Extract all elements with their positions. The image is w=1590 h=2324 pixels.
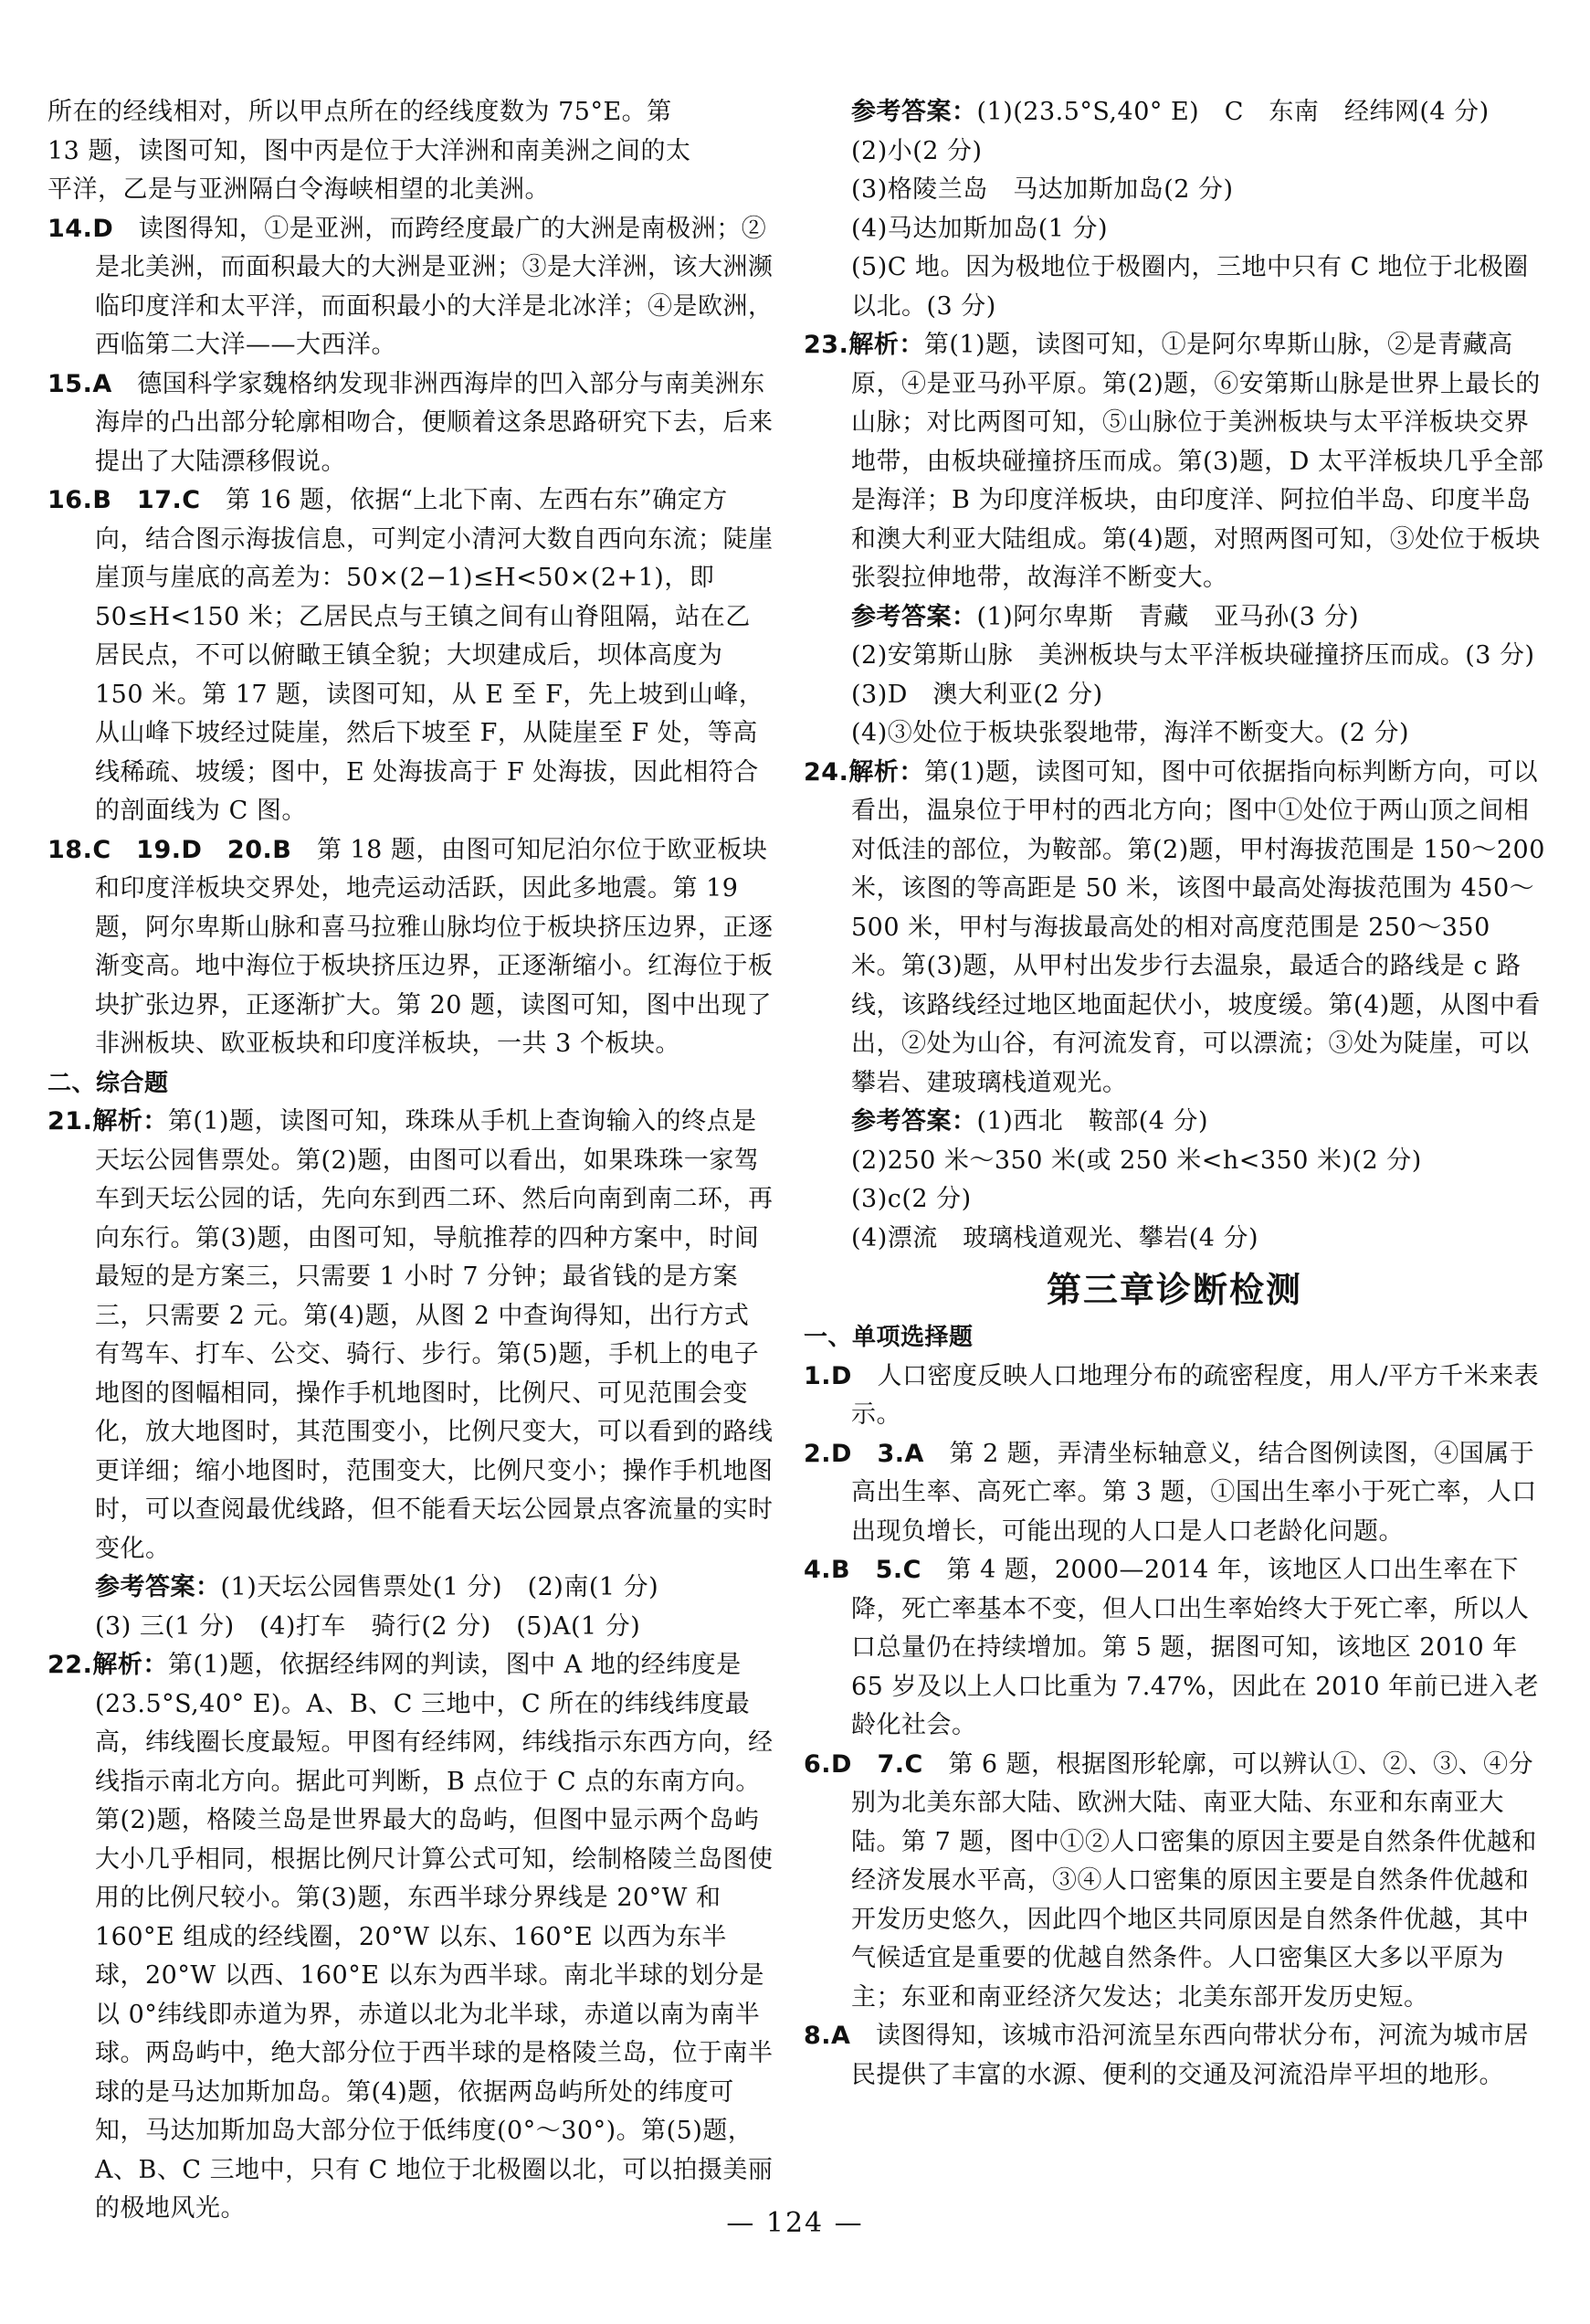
- question-24: [804, 754, 1545, 1104]
- answer-number: 20.B: [226, 835, 292, 864]
- question-22: [47, 1646, 774, 2229]
- text-line: 所在的经线相对，所以甲点所在的经线度数为 75°E。第: [47, 98, 672, 126]
- answer-text: (2)250 米～350 米(或 250 米<h<350 米)(2 分): [851, 1146, 1422, 1175]
- answer-number: 22.: [47, 1651, 93, 1679]
- answer-number: 5.C: [875, 1556, 921, 1584]
- question-1: [804, 1357, 1545, 1435]
- question-18-20: [47, 831, 774, 1064]
- section-heading: 二、综合题: [47, 1069, 169, 1097]
- answer-text: (3)D 澳大利亚(2 分): [851, 680, 1103, 709]
- answer-text: (2)安第斯山脉 美洲板块与太平洋板块碰撞挤压而成。(3 分): [851, 641, 1535, 670]
- question-15: [47, 365, 774, 482]
- explanation-text: 第 4 题，2000—2014 年，该地区人口出生率在下降，死亡率基本不变，但人口出生率始终大于死亡率，所以人口总量仍在持续增加。第 5 题，据图可知，该地区 2010 年 65 岁及以上人口比重为 7.47%，因此在 2010 年前已进入老龄化社会。: [851, 1556, 1540, 1739]
- answer-text: (4)漂流 玻璃栈道观光、攀岩(4 分): [851, 1223, 1259, 1252]
- explanation-text: 第 16 题，依据“上北下南、左西右东”确定方向，结合图示海拔信息，可判定小清河大数自西向东流；陡崖崖顶与崖底的高差为：50×(2−1)≤H<50×(2+1)，即 50≤H<150 米；乙居民点与王镇之间有山脊阻隔，站在乙居民点，不可以俯瞰王镇全貌；大坝建成后，坝体高度为 150 米。第 17 题，读图可知，从 E 至 F，先上坡到山峰，从山峰下坡经过陡崖，然后下坡至 F，从陡崖至 F 处，等高线稀疏、坡缓；图中，E 处海拔高于 F 处海拔，因此相符合的剖面线为 C 图。: [95, 486, 774, 825]
- question-21: [47, 1103, 774, 1569]
- analysis-label: 解析：: [848, 331, 924, 359]
- reference-answer: [804, 598, 1545, 638]
- answer-text: (1)西北 鞍部(4 分): [976, 1107, 1209, 1136]
- answer-number: 17.C: [136, 486, 201, 514]
- question-6-7: [804, 1746, 1545, 2018]
- answer-text: (3) 三(1 分) (4)打车 骑行(2 分) (5)A(1 分): [95, 1611, 641, 1641]
- explanation-text: 第(1)题，依据经纬网的判读，图中 A 地的经纬度是(23.5°S,40° E)。A、B、C 三地中，C 所在的纬线纬度最高，纬线圈长度最短。甲图有经纬网，纬线指示东西方向，经线指示南北方向。据此可判断，B 点位于 C 点的东南方向。第(2)题，格陵兰岛是世界最大的岛屿，但图中显示两个岛屿大小几乎相同，根据比例尺计算公式可知，绘制格陵兰岛图使用的比例尺较小。第(3)题，东西半球分界线是 20°W 和 160°E 组成的经线圈，20°W 以东、160°E 以西为东半球，20°W 以西、160°E 以东为西半球。南北半球的划分是以 0°纬线即赤道为界，赤道以北为北半球，赤道以南为南半球。两岛屿中，绝大部分位于西半球的是格陵兰岛，位于南半球的是马达加斯加岛。第(4)题，依据两岛屿所处的纬度可知，马达加斯加岛大部分位于低纬度(0°～30°)。第(5)题，A、B、C 三地中，只有 C 地位于北极圈以北，可以拍摄美丽的极地风光。: [95, 1651, 774, 2223]
- answer-label: 参考答案：: [851, 602, 977, 631]
- analysis-label: 解析：: [92, 1107, 168, 1136]
- answer-text: (3)c(2 分): [851, 1185, 972, 1213]
- answer-number: 14.D: [47, 214, 114, 243]
- explanation-text: 第 2 题，弄清坐标轴意义，结合图例读图，④国属于高出生率、高死亡率。第 3 题，①国出生率小于死亡率，人口出现负增长，可能出现的人口是人口老龄化问题。: [851, 1439, 1537, 1546]
- explanation-text: 第(1)题，读图可知，图中可依据指向标判断方向，可以看出，温泉位于甲村的西北方向；图中①处位于两山顶之间相对低洼的部位，为鞍部。第(2)题，甲村海拔范围是 150～200 米，该图的等高距是 50 米，该图中最高处海拔范围为 450～500 米，甲村与海拔最高处的相对高度范围是 250～350 米。第(3)题，从甲村出发步行去温泉，最适合的路线是 c 路线，该路线经过地区地面起伏小，坡度缓。第(4)题，从图中看出，②处为山谷，有河流发育，可以漂流；③处为陡崖，可以攀岩、建玻璃栈道观光。: [851, 757, 1545, 1097]
- answer-text: (1)(23.5°S,40° E) C 东南 经纬网(4 分): [976, 98, 1490, 126]
- answer-number: 2.D: [804, 1439, 852, 1468]
- explanation-text: 德国科学家魏格纳发现非洲西海岸的凹入部分与南美洲东海岸的凸出部分轮廓相吻合，便顺着这条思路研究下去，后来提出了大陆漂移假说。: [95, 369, 774, 476]
- explanation-text: 第 6 题，根据图形轮廓，可以辨认①、②、③、④分别为北美东部大陆、欧洲大陆、南亚大陆、东亚和东南亚大陆。第 7 题，图中①②人口密集的原因主要是自然条件优越和经济发展水平高，③④人口密集的原因主要是自然条件优越和开发历史悠久，因此四个地区共同原因是自然条件优越，其中气候适宜是重要的优越自然条件。人口密集区大多以平原为主；东亚和南亚经济欠发达；北美东部开发历史短。: [851, 1749, 1537, 2012]
- answer-number: 6.D: [804, 1749, 852, 1779]
- question-2-3: [804, 1435, 1545, 1552]
- page-number: — 124 —: [726, 2207, 864, 2239]
- answer-text: (4)马达加斯加岛(1 分): [851, 214, 1109, 243]
- answer-number: 3.A: [877, 1439, 924, 1468]
- question-16-17: [47, 481, 774, 831]
- answer-number: 16.B: [47, 486, 112, 514]
- right-column: [804, 93, 1545, 2095]
- answer-number: 19.D: [136, 835, 203, 864]
- question-23: [804, 326, 1545, 598]
- answer-text: (5)C 地。因为极地位于极圈内，三地中只有 C 地位于北极圈以北。(3 分): [851, 253, 1529, 321]
- answer-text: (3)格陵兰岛 马达加斯加岛(2 分): [851, 175, 1234, 204]
- question-4-5: [804, 1551, 1545, 1746]
- chapter-title: 第三章诊断检测: [1046, 1270, 1302, 1310]
- answer-text: (1)阿尔卑斯 青藏 亚马孙(3 分): [976, 602, 1360, 631]
- answer-number: 15.A: [47, 369, 112, 398]
- text-line: 13 题，读图可知，图中丙是位于大洋洲和南美洲之间的太: [47, 136, 691, 165]
- explanation-text: 人口密度反映人口地理分布的疏密程度，用人/平方千米来表示。: [851, 1361, 1540, 1429]
- answer-number: 24.: [804, 757, 849, 787]
- answer-label: 参考答案：: [851, 98, 977, 126]
- answer-number: 8.A: [804, 2022, 851, 2050]
- answer-number: 18.C: [47, 835, 111, 864]
- answer-text: (1)天坛公园售票处(1 分) (2)南(1 分): [220, 1573, 659, 1601]
- reference-answer: [804, 1103, 1545, 1142]
- explanation-text: 第(1)题，读图可知，①是阿尔卑斯山脉，②是青藏高原，④是亚马孙平原。第(2)题，⑥安第斯山脉是世界上最长的山脉；对比两图可知，⑤山脉位于美洲板块与太平洋板块交界地带，由板块碰撞挤压而成。第(3)题，D 太平洋板块几乎全部是海洋；B 为印度洋板块，由印度洋、阿拉伯半岛、印度半岛和澳大利亚大陆组成。第(4)题，对照两图可知，③处位于板块张裂拉伸地带，故海洋不断变大。: [851, 331, 1544, 592]
- answer-number: 4.B: [804, 1556, 851, 1584]
- reference-answer: [47, 1569, 774, 1608]
- answer-label: 参考答案：: [95, 1573, 221, 1601]
- answer-number: 23.: [804, 331, 849, 359]
- text-line: 平洋，乙是与亚洲隔白令海峡相望的北美洲。: [47, 175, 550, 204]
- reference-answer: [804, 93, 1545, 132]
- answer-number: 21.: [47, 1107, 93, 1136]
- answer-label: 参考答案：: [851, 1107, 977, 1136]
- analysis-label: 解析：: [92, 1651, 168, 1679]
- analysis-label: 解析：: [848, 757, 924, 787]
- answer-text: (4)③处位于板块张裂地带，海洋不断变大。(2 分): [851, 719, 1410, 747]
- question-14: [47, 210, 774, 365]
- question-8: [804, 2017, 1545, 2095]
- left-column: [47, 93, 774, 2229]
- explanation-text: 第(1)题，读图可知，珠珠从手机上查询输入的终点是天坛公园售票处。第(2)题，由图可以看出，如果珠珠一家驾车到天坛公园的话，先向东到西二环、然后向南到南二环，再向东行。第(3)题，由图可知，导航推荐的四种方案中，时间最短的是方案三，只需要 1 小时 7 分钟；最省钱的是方案三，只需要 2 元。第(4)题，从图 2 中查询得知，出行方式有驾车、打车、公交、骑行、步行。第(5)题，手机上的电子地图的图幅相同，操作手机地图时，比例尺、可见范围会变化，放大地图时，其范围变小，比例尺变大，可以看到的路线更详细；缩小地图时，范围变大，比例尺变小；操作手机地图时，可以查阅最优线路，但不能看天坛公园景点客流量的实时变化。: [95, 1107, 774, 1563]
- answer-number: 1.D: [804, 1361, 852, 1390]
- section-heading: 一、单项选择题: [804, 1324, 974, 1351]
- answer-text: (2)小(2 分): [851, 136, 983, 165]
- answer-number: 7.C: [877, 1749, 923, 1779]
- explanation-text: 读图得知，该城市沿河流呈东西向带状分布，河流为城市居民提供了丰富的水源、便利的交通及河流沿岸平坦的地形。: [851, 2022, 1529, 2089]
- explanation-text: 第 18 题，由图可知尼泊尔位于欧亚板块和印度洋板块交界处，地壳运动活跃，因此多地震。第 19 题，阿尔卑斯山脉和喜马拉雅山脉均位于板块挤压边界，正逐渐变高。地中海位于板块挤压边界，正逐渐缩小。红海位于板块扩张边界，正逐渐扩大。第 20 题，读图可知，图中出现了非洲板块、欧亚板块和印度洋板块，一共 3 个板块。: [95, 835, 774, 1058]
- explanation-text: 读图得知，①是亚洲，而跨经度最广的大洲是南极洲；②是北美洲，而面积最大的大洲是亚洲；③是大洋洲，该大洲濒临印度洋和太平洋，而面积最小的大洋是北冰洋；④是欧洲，西临第二大洋——大西洋。: [95, 214, 774, 359]
